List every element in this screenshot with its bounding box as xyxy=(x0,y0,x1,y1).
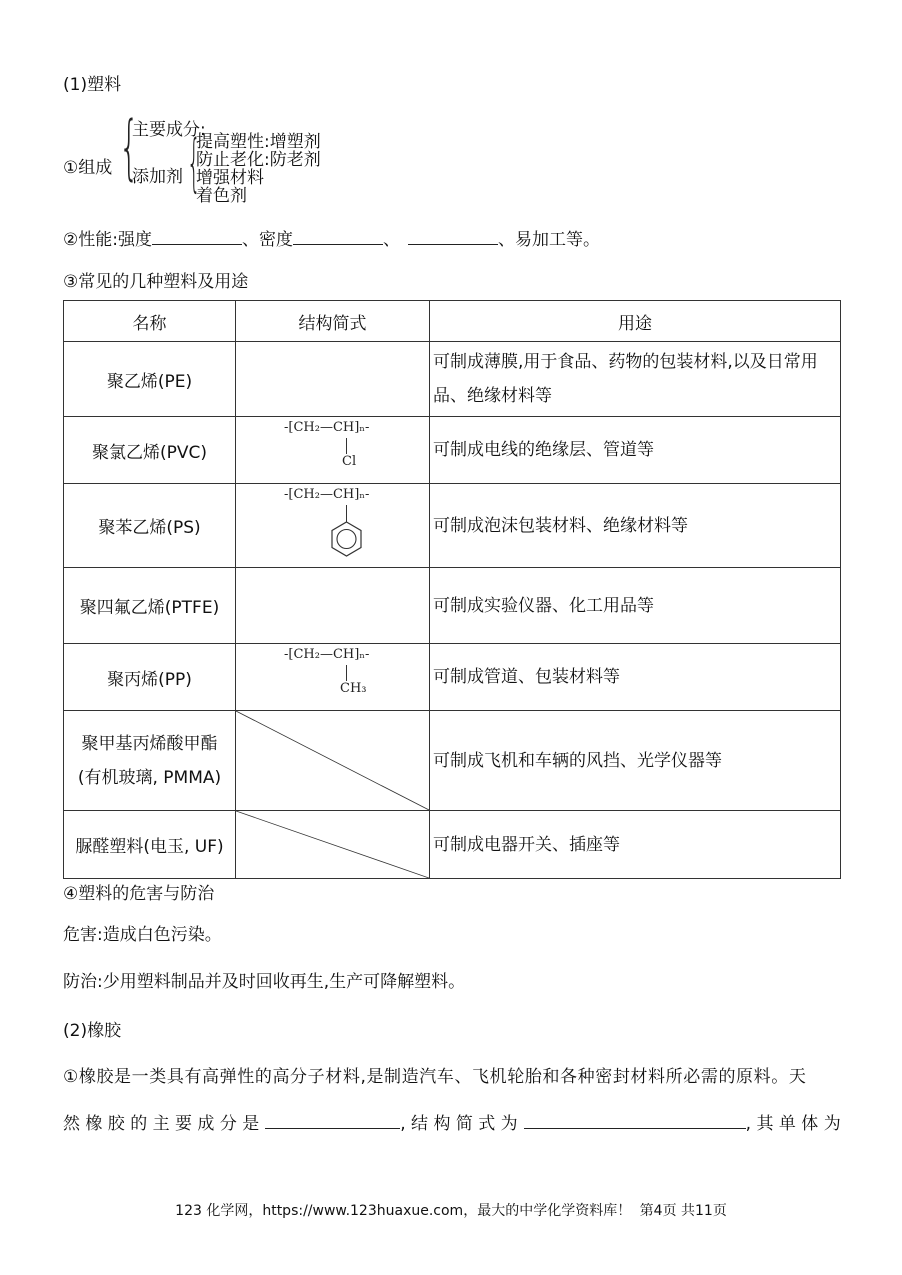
blank-main-component[interactable] xyxy=(265,1112,400,1129)
plastic-name: 聚四氟乙烯(PTFE) xyxy=(64,568,236,644)
formula-cell xyxy=(236,644,430,711)
main-component-label: 主要成分: xyxy=(132,120,206,140)
composition-label: ①组成 xyxy=(63,158,113,178)
additive-item: 提高塑性:增塑剂 xyxy=(196,132,321,152)
plastic-name-line2: (有机玻璃, PMMA) xyxy=(77,767,222,788)
prevention-text: 防治:少用塑料制品并及时回收再生,生产可降解塑料。 xyxy=(63,972,466,992)
plastic-name: 聚苯乙烯(PS) xyxy=(64,484,236,568)
blank-density[interactable] xyxy=(293,228,383,245)
plastic-name xyxy=(64,711,236,811)
additive-item: 防止老化:防老剂 xyxy=(196,150,321,170)
rubber-line2 xyxy=(63,1109,841,1134)
diagonal-slash xyxy=(236,811,429,878)
formula-cell xyxy=(236,484,430,568)
hazard-text: 危害:造成白色污染。 xyxy=(63,925,222,945)
substituent: Cl xyxy=(342,454,357,469)
table-header-row xyxy=(64,301,841,342)
additive-label: 添加剂 xyxy=(132,167,183,187)
plastic-use: 可制成电线的绝缘层、管道等 xyxy=(430,417,841,484)
plastic-name: 聚乙烯(PE) xyxy=(64,342,236,417)
table-row xyxy=(64,417,841,484)
plastic-use: 可制成电器开关、插座等 xyxy=(430,811,841,879)
plastic-use: 可制成薄膜,用于食品、药物的包装材料,以及日常用品、绝缘材料等 xyxy=(430,342,841,417)
plastic-name-line1: 聚甲基丙烯酸甲酯 xyxy=(81,733,218,754)
plastic-use: 可制成泡沫包装材料、绝缘材料等 xyxy=(430,484,841,568)
structural-formula: -[CH₂—CH]ₙ- xyxy=(284,420,370,435)
plastic-use: 可制成管道、包装材料等 xyxy=(430,644,841,711)
bond-line xyxy=(346,505,347,522)
plastic-name: 聚氯乙烯(PVC) xyxy=(64,417,236,484)
header-formula: 结构简式 xyxy=(236,301,430,342)
plastic-name: 脲醛塑料(电玉, UF) xyxy=(64,811,236,879)
formula-cell-empty xyxy=(236,342,430,417)
additive-item: 着色剂 xyxy=(196,186,247,206)
additive-brace: { xyxy=(187,126,201,199)
composition-brace: { xyxy=(119,106,140,188)
properties-sep1: 、密度 xyxy=(241,230,293,250)
blank-structure-formula[interactable] xyxy=(524,1112,746,1129)
plastic-use: 可制成实验仪器、化工用品等 xyxy=(430,568,841,644)
structural-formula: -[CH₂—CH]ₙ- xyxy=(284,487,370,502)
properties-sep2: 、 xyxy=(382,230,400,250)
table-row xyxy=(64,811,841,879)
table-row xyxy=(64,711,841,811)
plastic-name: 聚丙烯(PP) xyxy=(64,644,236,711)
page-footer xyxy=(0,1200,902,1220)
blank-strength[interactable] xyxy=(152,228,242,245)
footer-site: 123 化学网，https://www.123huaxue.com，最大的中学化学资料库！ xyxy=(175,1203,632,1219)
blank-property3[interactable] xyxy=(408,228,498,245)
header-name: 名称 xyxy=(64,301,236,342)
formula-cell-crossed xyxy=(236,811,430,879)
formula-cell xyxy=(236,417,430,484)
substituent: CH₃ xyxy=(340,681,367,696)
header-use: 用途 xyxy=(430,301,841,342)
formula-cell-crossed xyxy=(236,711,430,811)
table-row xyxy=(64,568,841,644)
table-row xyxy=(64,342,841,417)
properties-suffix: 、易加工等。 xyxy=(497,230,600,250)
hazards-title: ④塑料的危害与防治 xyxy=(63,884,215,904)
common-plastics-title: ③常见的几种塑料及用途 xyxy=(63,272,249,292)
properties-prefix: ②性能:强度 xyxy=(63,230,152,250)
plastics-table xyxy=(63,300,841,879)
table-row xyxy=(64,484,841,568)
benzene-ring-icon xyxy=(330,521,363,557)
rubber-line2-a: 然 橡 胶 的 主 要 成 分 是 xyxy=(63,1114,260,1134)
additive-item: 增强材料 xyxy=(196,168,264,188)
section-heading-rubber: (2)橡胶 xyxy=(63,1021,122,1041)
structural-formula: -[CH₂—CH]ₙ- xyxy=(284,647,370,662)
rubber-line2-c: , 其 单 体 为 xyxy=(745,1114,841,1134)
rubber-line2-b: , 结 构 简 式 为 xyxy=(400,1114,518,1134)
plastic-use: 可制成飞机和车辆的风挡、光学仪器等 xyxy=(430,711,841,811)
bond-line xyxy=(346,438,347,454)
bond-line xyxy=(346,665,347,681)
rubber-line1: ①橡胶是一类具有高弹性的高分子材料,是制造汽车、飞机轮胎和各种密封材料所必需的原料。天 xyxy=(63,1067,807,1087)
footer-page-number: 第4页 共11页 xyxy=(639,1203,727,1219)
additive-list xyxy=(196,133,321,205)
diagonal-slash xyxy=(236,711,429,810)
formula-cell-empty xyxy=(236,568,430,644)
properties-line xyxy=(63,225,600,250)
table-row xyxy=(64,644,841,711)
section-heading-plastic: (1)塑料 xyxy=(63,75,122,95)
